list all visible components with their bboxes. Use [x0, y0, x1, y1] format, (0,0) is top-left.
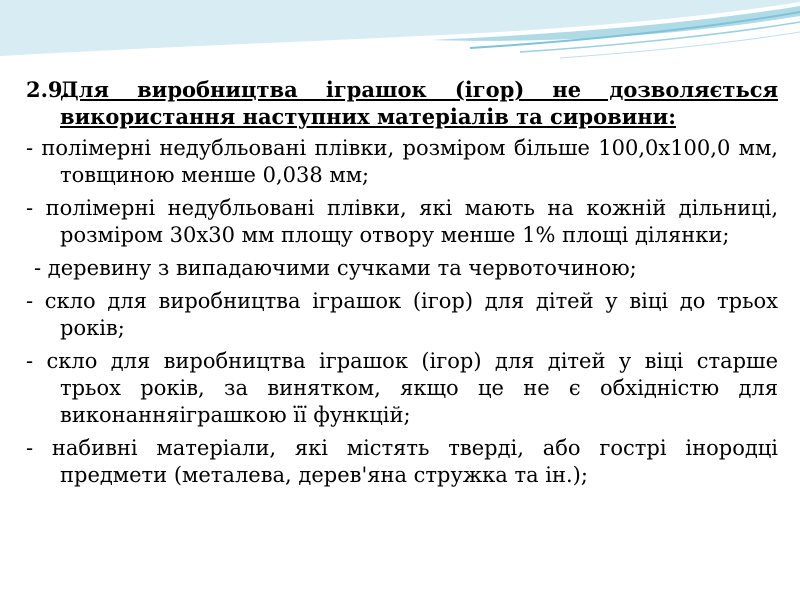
list-item-films-holes: - полімерні недубльовані плівки, які мають на кожній дільниці, розміром 30x30 мм площу отвору менше 1% площі ділянки; — [26, 196, 778, 247]
list-item-films-size: - полімерні недубльовані плівки, розміром більше 100,0x100,0 мм, товщиною менше 0,038 мм; — [26, 136, 778, 187]
document-body — [26, 76, 778, 495]
section-number: 2.9. — [26, 77, 70, 102]
list-item-glass-under-three: - скло для виробництва іграшок (ігор) для дітей у віці до трьох років; — [26, 289, 778, 340]
list-item-wood: - деревину з випадаючими сучками та червоточиною; — [34, 256, 637, 280]
section-heading — [26, 76, 778, 130]
list-item-glass-over-three: - скло для виробництва іграшок (ігор) для дітей у віці старше трьох років, за винятком, якщо це не є обхідністю для виконанняіграшкою її функцій; — [26, 349, 778, 427]
section-title: Для виробництва іграшок (ігор) не дозволяється використання наступних матеріалів та сировини: — [60, 77, 778, 129]
decorative-wave-header — [0, 0, 800, 80]
list-item-stuffing: - набивні матеріали, які містять тверді, або гострі інородці предмети (металева, дерев'яна стружка та ін.); — [26, 436, 778, 487]
